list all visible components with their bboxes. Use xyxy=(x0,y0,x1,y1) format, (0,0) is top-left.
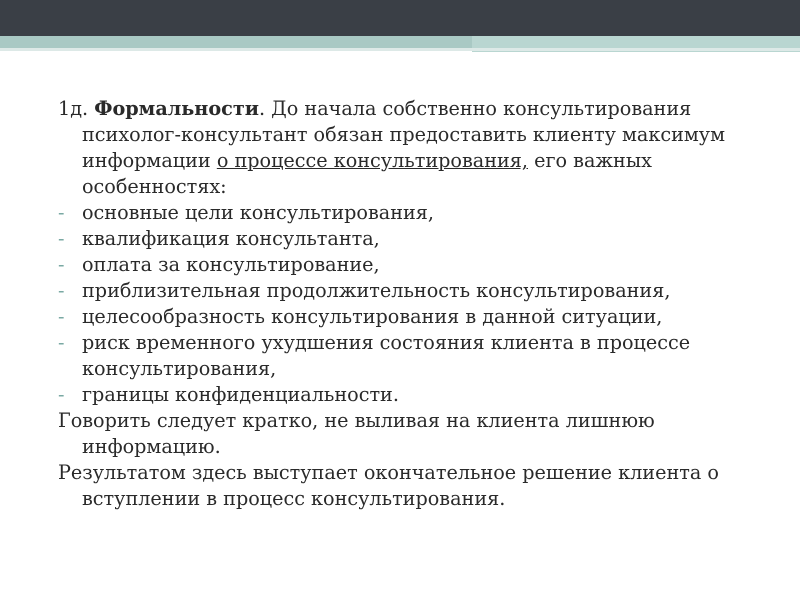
dash-bullet-icon: - xyxy=(58,305,65,328)
dash-bullet-icon: - xyxy=(58,383,65,406)
section-title: Формальности xyxy=(94,97,259,120)
list-item xyxy=(58,382,758,408)
list-item xyxy=(58,252,758,278)
dash-bullet-icon: - xyxy=(58,331,65,354)
intro-paragraph xyxy=(58,96,758,200)
list-item-text: приблизительная продолжительность консультирования, xyxy=(82,279,671,302)
intro-text: . До начала собственно консультирования психолог-консультант обязан предоставить клиенту максимум информации xyxy=(82,97,726,172)
list-item-text: риск временного ухудшения состояния клиента в процессе консультирования, xyxy=(82,331,691,380)
speak-paragraph: Говорить следует кратко, не выливая на клиента лишнюю информацию. xyxy=(58,409,655,458)
list-item-text: оплата за консультирование, xyxy=(82,253,380,276)
list-item xyxy=(58,304,758,330)
dash-bullet-icon: - xyxy=(58,279,65,302)
list-item-text: квалификация консультанта, xyxy=(82,227,380,250)
dash-bullet-icon: - xyxy=(58,227,65,250)
list-item xyxy=(58,330,758,382)
slide-content xyxy=(58,96,758,512)
list-item xyxy=(58,226,758,252)
underlined-phrase: о процессе консультирования, xyxy=(216,149,528,172)
section-number: 1д. xyxy=(58,97,95,120)
result-paragraph: Результатом здесь выступает окончательное решение клиента о вступлении в процесс консультирования. xyxy=(58,461,719,510)
list-item-text: целесообразность консультирования в данной ситуации, xyxy=(82,305,663,328)
intro-text-end: его важных особенностях: xyxy=(82,149,652,198)
dash-bullet-icon: - xyxy=(58,253,65,276)
dash-bullet-icon: - xyxy=(58,201,65,224)
accent-strip-light xyxy=(0,48,800,51)
top-header-band xyxy=(0,0,800,36)
list-item-text: границы конфиденциальности. xyxy=(82,383,399,406)
list-item-text: основные цели консультирования, xyxy=(82,201,434,224)
list-item xyxy=(58,278,758,304)
list-item xyxy=(58,200,758,226)
